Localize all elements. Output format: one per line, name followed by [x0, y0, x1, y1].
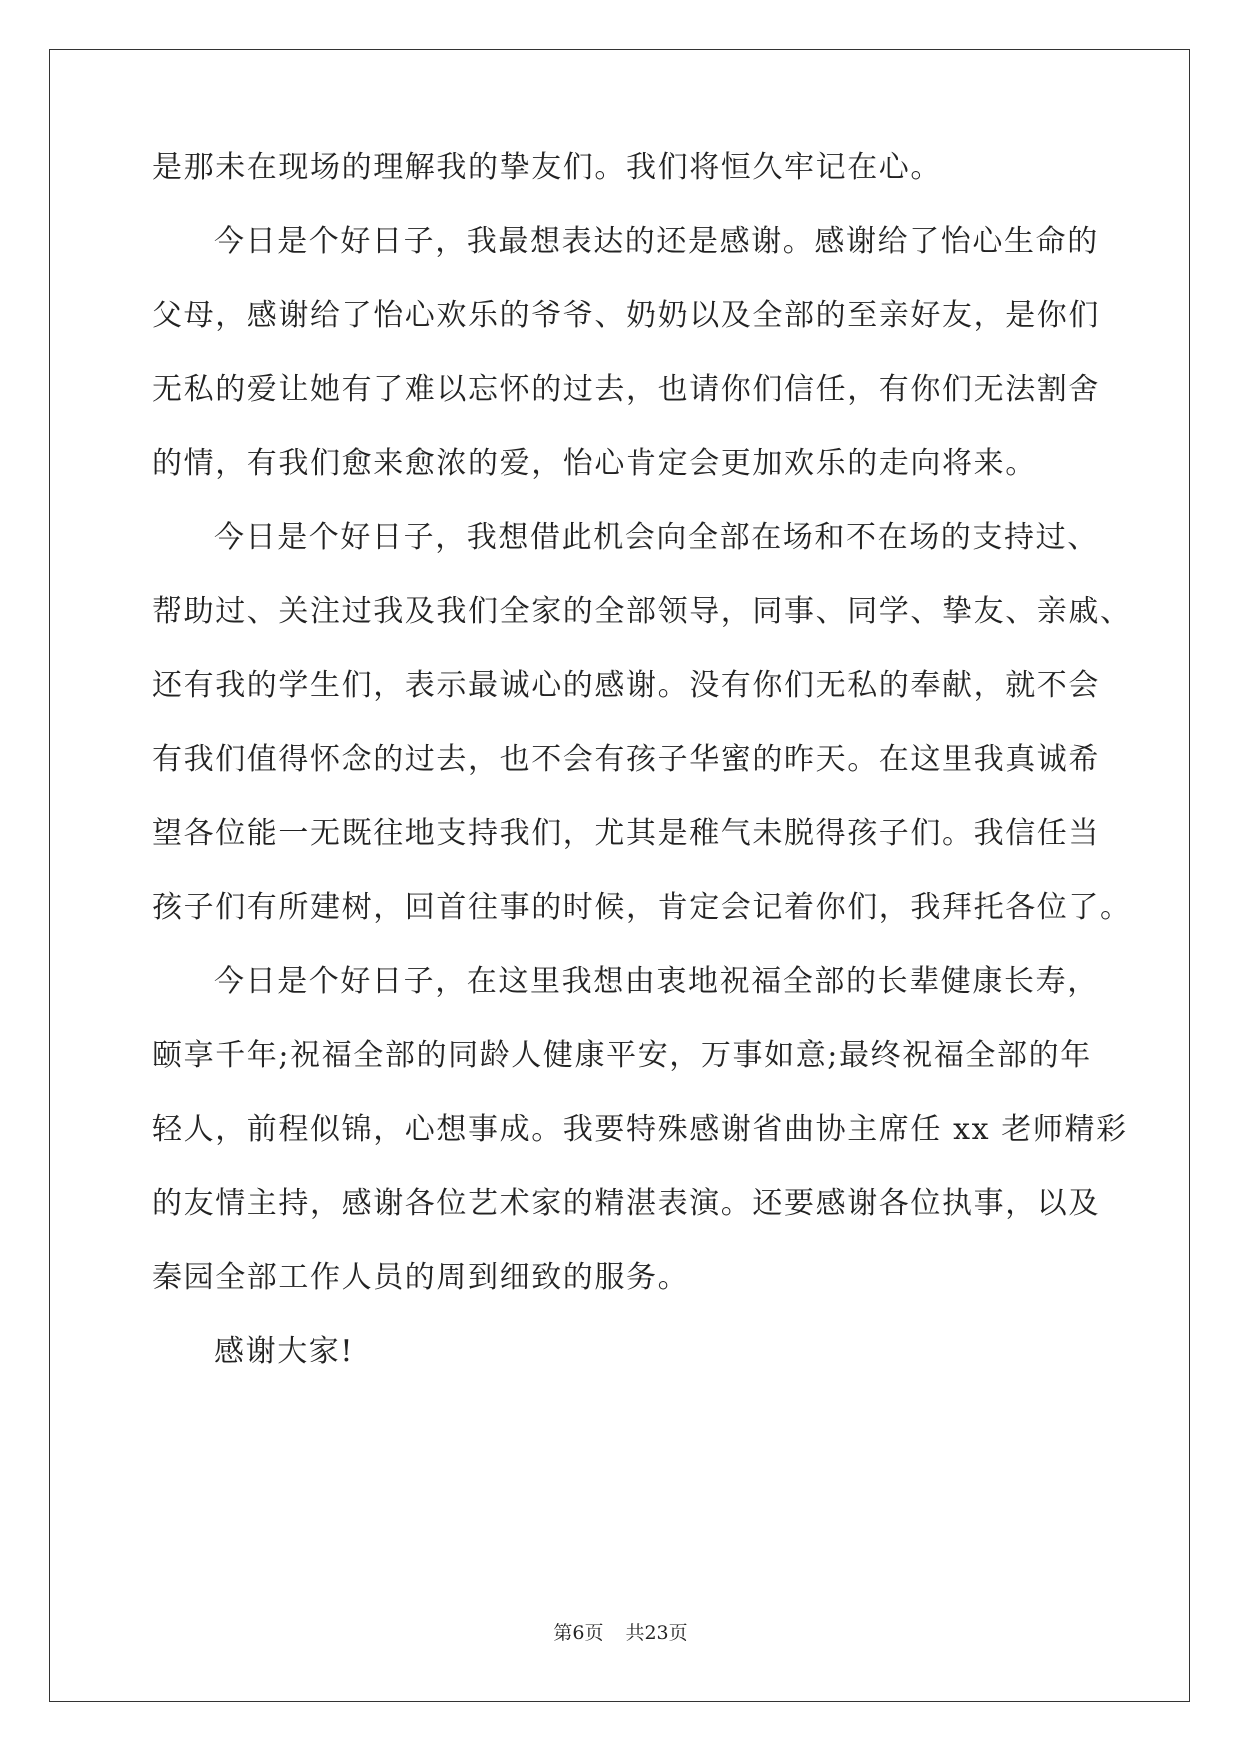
text-line: 有我们值得怀念的过去，也不会有孩子华蜜的昨天。在这里我真诚希 — [152, 742, 1100, 777]
text-line: 秦园全部工作人员的周到细致的服务。 — [152, 1260, 690, 1295]
text-line: 是那未在现场的理解我的挚友们。我们将恒久牢记在心。 — [152, 150, 942, 185]
text-line: 父母，感谢给了怡心欢乐的爷爷、奶奶以及全部的至亲好友，是你们 — [152, 298, 1100, 333]
text-line: 今日是个好日子，我想借此机会向全部在场和不在场的支持过、 — [214, 520, 1099, 555]
text-line: 望各位能一无既往地支持我们，尤其是稚气未脱得孩子们。我信任当 — [152, 816, 1100, 851]
page-total: 共23页 — [625, 1622, 688, 1644]
text-line: 今日是个好日子，我最想表达的还是感谢。感谢给了怡心生命的 — [214, 224, 1099, 259]
text-line: 轻人，前程似锦，心想事成。我要特殊感谢省曲协主席任 xx 老师精彩 — [152, 1112, 1128, 1147]
text-line: 的友情主持，感谢各位艺术家的精湛表演。还要感谢各位执事，以及 — [152, 1186, 1100, 1221]
text-line: 今日是个好日子，在这里我想由衷地祝福全部的长辈健康长寿， — [214, 964, 1099, 999]
text-line: 颐享千年;祝福全部的同龄人健康平安，万事如意;最终祝福全部的年 — [152, 1038, 1092, 1073]
page-number: 第6页 — [553, 1622, 604, 1644]
text-line: 还有我的学生们，表示最诚心的感谢。没有你们无私的奉献，就不会 — [152, 668, 1100, 703]
text-line: 孩子们有所建树，回首往事的时候，肯定会记着你们，我拜托各位了。 — [152, 890, 1132, 925]
text-line: 感谢大家! — [214, 1334, 355, 1369]
text-line: 的情，有我们愈来愈浓的爱，怡心肯定会更加欢乐的走向将来。 — [152, 446, 1037, 481]
text-line: 无私的爱让她有了难以忘怀的过去，也请你们信任，有你们无法割舍 — [152, 372, 1100, 407]
page-footer — [0, 1618, 1241, 1645]
text-line: 帮助过、关注过我及我们全家的全部领导，同事、同学、挚友、亲戚、 — [152, 594, 1132, 629]
